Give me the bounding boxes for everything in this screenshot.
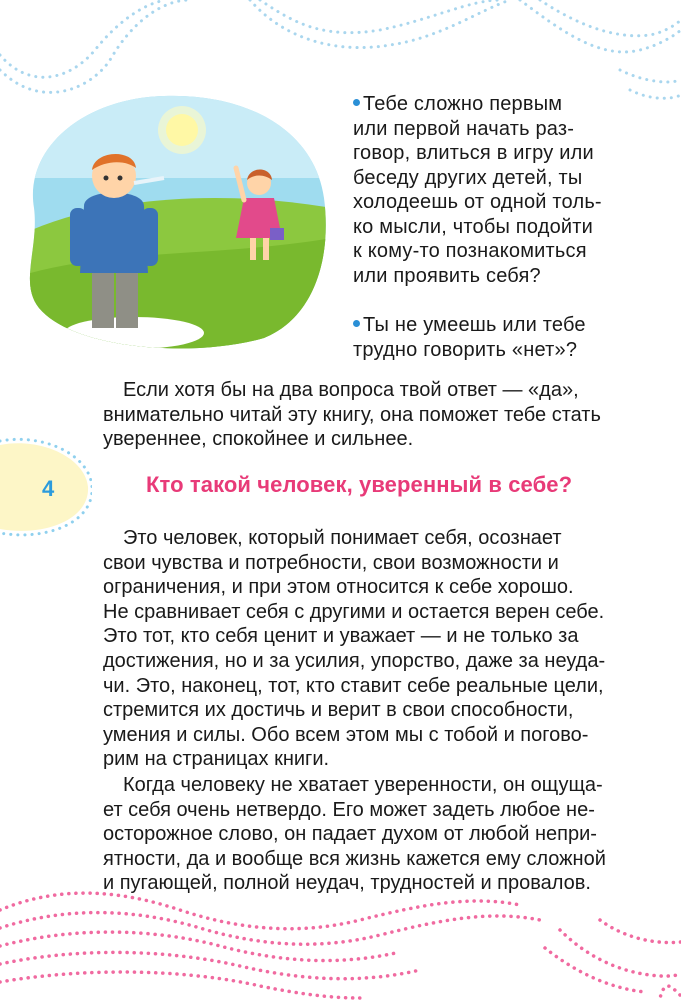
bullet-item-1: [353, 92, 653, 288]
text-line: Не сравнивает себя с другими и остается верен себе.: [103, 600, 605, 623]
text-line: увереннее, спокойнее и сильнее.: [103, 428, 414, 451]
body-paragraph-1: [103, 526, 616, 772]
bottom-dotted-decoration: [0, 880, 681, 1000]
bullet-dot-icon: [353, 99, 360, 106]
text-line: Это человек, который понимает себя, осознает: [123, 527, 562, 549]
page-number: 4: [42, 476, 55, 501]
section-title: Кто такой человек, уверенный в себе?: [146, 472, 573, 497]
intro-paragraph: [103, 378, 616, 452]
text-line: стремится их достичь и верит в свои способности,: [103, 699, 574, 722]
text-line: ет себя очень нетвердо. Его может задеть любое не-: [103, 798, 595, 821]
bullet-line: Тебе сложно первым: [353, 92, 653, 117]
bullet-line: или проявить себя?: [353, 264, 541, 287]
text-line: рим на страницах книги.: [103, 748, 330, 771]
bullet-dot-icon: [353, 320, 360, 327]
text-line: умения и силы. Обо всем этом мы с тобой и погово-: [103, 723, 589, 746]
text-line: Когда человеку не хватает уверенности, он ощуща-: [123, 774, 603, 796]
boy-and-girl-meadow-illustration: [14, 88, 332, 350]
text-line: ограничения, и при этом относится к себе хорошо.: [103, 576, 574, 599]
text-line: и пугающей, полной неудач, трудностей и провалов.: [103, 872, 591, 895]
text-line: Если хотя бы на два вопроса твой ответ — «да»,: [123, 379, 579, 401]
text-line: чи. Это, наконец, тот, кто ставит себе реальные цели,: [103, 674, 604, 697]
text-line: ятности, да и вообще вся жизнь кажется ему сложной: [103, 847, 606, 870]
bullet-line: беседу других детей, ты: [353, 166, 583, 189]
bullet-line: или первой начать раз-: [353, 117, 575, 140]
text-line: внимательно читай эту книгу, она поможет тебе стать: [103, 403, 601, 426]
body-paragraph-2: [103, 773, 616, 896]
bullet-item-2: [353, 313, 653, 362]
text-line: свои чувства и потребности, свои возможности и: [103, 551, 559, 574]
bullet-line: ко мысли, чтобы подойти: [353, 215, 594, 238]
bullet-line: трудно говорить «нет»?: [353, 338, 578, 361]
text-line: достижения, но и за усилия, упорство, даже за неуда-: [103, 649, 606, 672]
text-line: осторожное слово, он падает духом от любой непри-: [103, 823, 597, 846]
bullet-line: Ты не умеешь или тебе: [353, 313, 653, 338]
bullet-line: говор, влиться в игру или: [353, 142, 594, 164]
bullet-line: холодеешь от одной толь-: [353, 191, 602, 213]
text-line: Это тот, кто себя ценит и уважает — и не только за: [103, 625, 579, 648]
bullet-line: к кому-то познакомиться: [353, 240, 587, 262]
